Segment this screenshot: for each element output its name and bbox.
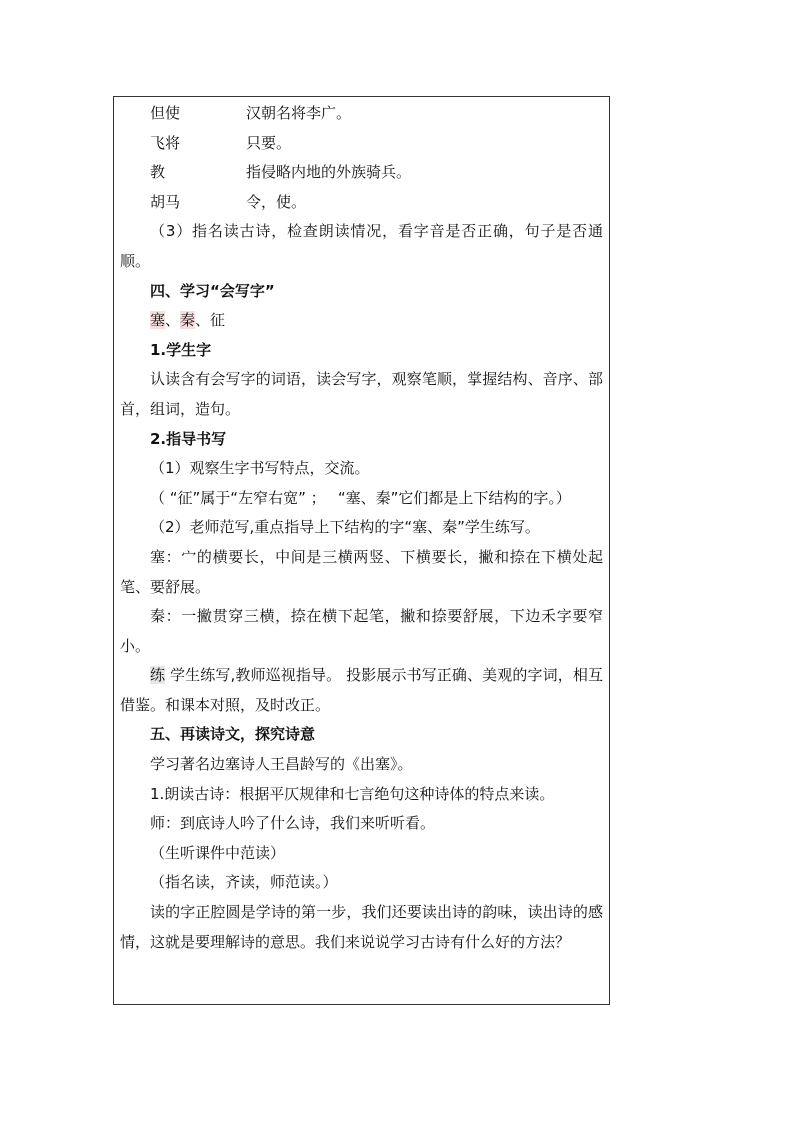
practice-paragraph xyxy=(120,661,603,720)
gloss-term: 飞将 xyxy=(150,133,181,152)
gloss-row xyxy=(120,129,603,159)
teacher-demo-paragraph: （2）老师范写,重点指导上下结构的字“塞、秦”学生练写。 xyxy=(150,518,540,537)
gloss-row xyxy=(120,188,603,218)
practice-text: 学生练写,教师巡视指导。 投影展示书写正确、美观的字词，相互借鉴。和课本对照，及时改正。 xyxy=(120,666,603,714)
teacher-question-paragraph: 师：到底诗人吟了什么诗，我们来听听看。 xyxy=(150,814,436,833)
char-qin: 秦 xyxy=(180,311,196,330)
subheading-guide-writing: 2.指导书写 xyxy=(150,429,227,448)
section5-heading: 五、再读诗文，探究诗意 xyxy=(150,725,316,744)
gloss-meaning: 令，使。 xyxy=(246,192,307,211)
listen-paragraph: （生听课件中范读） xyxy=(150,843,286,862)
qin-writing-paragraph: 秦：一撇贯穿三横，捺在横下起笔，撇和捺要舒展，下边禾字要窄小。 xyxy=(120,607,603,655)
recite-paragraph: 1.朗读古诗：根据平仄规律和七言绝句这种诗体的特点来读。 xyxy=(150,784,555,803)
closing-paragraph: 读的字正腔圆是学诗的第一步，我们还要读出诗的韵味，读出诗的感情，这就是要理解诗的意思。我们来说说学习古诗有什么好的方法？ xyxy=(120,903,603,951)
gloss-term: 教 xyxy=(150,163,166,182)
gloss-term: 胡马 xyxy=(150,192,181,211)
section4-heading: 四、学习“会写字” xyxy=(150,281,275,300)
practice-lead-char: 练 xyxy=(150,666,166,685)
read-check-paragraph: （3）指名读古诗，检查朗读情况，看字音是否正确，句子是否通顺。 xyxy=(120,222,603,270)
sai-writing-paragraph: 塞：宀的横要长，中间是三横两竖、下横要长，撇和捺在下横处起笔、要舒展。 xyxy=(120,547,603,596)
observe-paragraph: （1）观察生字书写特点，交流。 xyxy=(150,459,370,478)
char-separator: 、 xyxy=(165,311,181,330)
gloss-row xyxy=(120,158,603,188)
read-modes-paragraph: （指名读，齐读，师范读。） xyxy=(150,873,338,892)
gloss-meaning: 汉朝名将李广。 xyxy=(246,104,352,122)
subheading-learn-chars: 1.学生字 xyxy=(150,340,212,359)
lesson-table-cell xyxy=(113,96,610,1005)
structure-paragraph: （ “征”属于“左窄右宽” ； “塞、秦”它们都是上下结构的字。） xyxy=(150,488,571,507)
gloss-row xyxy=(120,99,603,129)
writing-chars xyxy=(120,306,603,336)
char-rest: 、征 xyxy=(195,311,226,330)
learn-chars-paragraph: 认读含有会写字的词语，读会写字，观察笔顺，掌握结构、音序、部首，组词，造句。 xyxy=(120,370,603,418)
gloss-term: 但使 xyxy=(150,104,181,122)
gloss-meaning: 只要。 xyxy=(246,133,292,152)
char-sai: 塞 xyxy=(150,311,166,330)
gloss-meaning: 指侵略内地的外族骑兵。 xyxy=(246,163,412,182)
poem-intro-paragraph: 学习著名边塞诗人王昌龄写的《出塞》。 xyxy=(150,755,413,774)
